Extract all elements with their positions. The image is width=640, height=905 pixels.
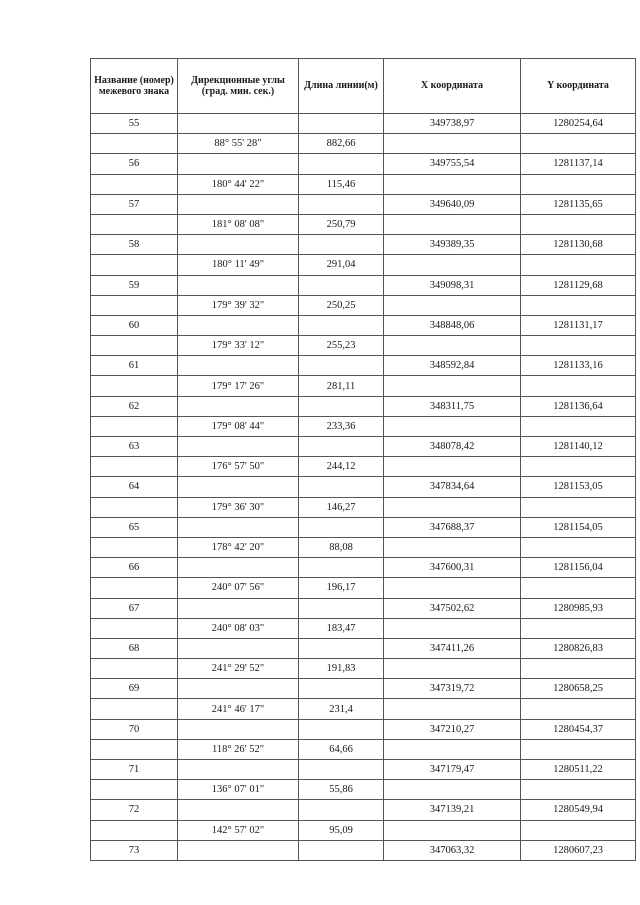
cell-x: 347600,31 [384,558,521,578]
cell-x: 347319,72 [384,679,521,699]
cell-x: 347411,26 [384,638,521,658]
cell-empty [91,416,178,436]
table-row [91,114,636,134]
header-length: Длина линии(м) [299,59,384,114]
cell-point-id: 69 [91,679,178,699]
cell-empty [91,780,178,800]
cell-empty [521,376,636,396]
cell-empty [384,699,521,719]
table-row [91,699,636,719]
header-angle: Дирекционные углы (град. мин. сек.) [178,59,299,114]
table-row [91,517,636,537]
cell-angle: 180° 44' 22" [178,174,299,194]
cell-empty [384,174,521,194]
cell-length: 281,11 [299,376,384,396]
cell-point-id: 59 [91,275,178,295]
table-row [91,558,636,578]
cell-empty [91,820,178,840]
cell-length: 88,08 [299,537,384,557]
cell-x: 347063,32 [384,840,521,860]
cell-y: 1280985,93 [521,598,636,618]
table-row [91,356,636,376]
cell-empty [384,537,521,557]
cell-empty [384,578,521,598]
cell-x: 347179,47 [384,760,521,780]
cell-empty [384,780,521,800]
cell-y: 1281135,65 [521,194,636,214]
header-y: Y координата [521,59,636,114]
table-row [91,780,636,800]
cell-angle: 136° 07' 01" [178,780,299,800]
table-row [91,416,636,436]
table-header-row [91,59,636,114]
cell-x: 348078,42 [384,437,521,457]
cell-empty [384,659,521,679]
cell-angle: 180° 11' 49" [178,255,299,275]
cell-empty [299,315,384,335]
cell-empty [91,376,178,396]
cell-x: 347210,27 [384,719,521,739]
cell-y: 1280254,64 [521,114,636,134]
cell-empty [299,598,384,618]
cell-empty [521,820,636,840]
cell-y: 1280658,25 [521,679,636,699]
table-row [91,537,636,557]
cell-empty [299,800,384,820]
cell-empty [178,154,299,174]
cell-y: 1281137,14 [521,154,636,174]
cell-empty [521,780,636,800]
table-row [91,194,636,214]
table-row [91,154,636,174]
cell-length: 255,23 [299,336,384,356]
cell-y: 1281153,05 [521,477,636,497]
cell-x: 347502,62 [384,598,521,618]
cell-length: 233,36 [299,416,384,436]
cell-empty [178,396,299,416]
table-row [91,638,636,658]
cell-empty [299,437,384,457]
cell-empty [521,336,636,356]
cell-x: 349098,31 [384,275,521,295]
cell-empty [91,618,178,638]
table-row [91,315,636,335]
cell-x: 349389,35 [384,235,521,255]
cell-x: 348848,06 [384,315,521,335]
cell-angle: 178° 42' 20" [178,537,299,557]
cell-y: 1281156,04 [521,558,636,578]
cell-empty [521,457,636,477]
cell-empty [299,558,384,578]
cell-y: 1280511,22 [521,760,636,780]
cell-empty [178,114,299,134]
cell-empty [91,134,178,154]
cell-empty [91,739,178,759]
cell-length: 250,25 [299,295,384,315]
cell-length: 64,66 [299,739,384,759]
cell-point-id: 73 [91,840,178,860]
cell-point-id: 60 [91,315,178,335]
table-row [91,760,636,780]
cell-point-id: 61 [91,356,178,376]
cell-y: 1281140,12 [521,437,636,457]
cell-empty [384,295,521,315]
cell-empty [384,255,521,275]
cell-empty [178,275,299,295]
table-row [91,396,636,416]
cell-empty [299,679,384,699]
cell-y: 1280549,94 [521,800,636,820]
cell-angle: 240° 08' 03" [178,618,299,638]
cell-empty [521,174,636,194]
cell-empty [91,659,178,679]
cell-empty [178,517,299,537]
table-row [91,134,636,154]
cell-point-id: 67 [91,598,178,618]
cell-empty [521,255,636,275]
cell-y: 1281129,68 [521,275,636,295]
cell-point-id: 56 [91,154,178,174]
cell-empty [178,356,299,376]
cell-length: 250,79 [299,214,384,234]
cell-empty [384,214,521,234]
cell-empty [178,800,299,820]
table-row [91,719,636,739]
cell-x: 347688,37 [384,517,521,537]
cell-y: 1281131,17 [521,315,636,335]
cell-empty [91,295,178,315]
cell-length: 196,17 [299,578,384,598]
cell-empty [384,134,521,154]
cell-empty [178,558,299,578]
cell-angle: 118° 26' 52" [178,739,299,759]
cell-point-id: 66 [91,558,178,578]
cell-empty [91,497,178,517]
cell-angle: 179° 08' 44" [178,416,299,436]
header-x: X координата [384,59,521,114]
cell-angle: 176° 57' 50" [178,457,299,477]
cell-y: 1280454,37 [521,719,636,739]
cell-x: 349738,97 [384,114,521,134]
cell-point-id: 57 [91,194,178,214]
cell-empty [521,699,636,719]
cell-point-id: 65 [91,517,178,537]
cell-angle: 240° 07' 56" [178,578,299,598]
table-row [91,679,636,699]
cell-empty [178,719,299,739]
cell-empty [521,659,636,679]
cell-point-id: 63 [91,437,178,457]
cell-empty [299,638,384,658]
table-row [91,255,636,275]
cell-length: 191,83 [299,659,384,679]
cell-x: 348592,84 [384,356,521,376]
table-row [91,457,636,477]
table-row [91,659,636,679]
cell-angle: 241° 46' 17" [178,699,299,719]
cell-length: 146,27 [299,497,384,517]
cell-empty [384,497,521,517]
cell-empty [91,699,178,719]
cell-point-id: 58 [91,235,178,255]
cell-empty [384,416,521,436]
cell-empty [384,618,521,638]
cell-empty [178,638,299,658]
cell-x: 347834,64 [384,477,521,497]
cell-empty [178,598,299,618]
cell-point-id: 55 [91,114,178,134]
cell-y: 1281136,64 [521,396,636,416]
cell-point-id: 62 [91,396,178,416]
cell-empty [299,396,384,416]
cell-empty [384,739,521,759]
cell-empty [178,679,299,699]
table-row [91,336,636,356]
cell-point-id: 72 [91,800,178,820]
cell-empty [299,719,384,739]
cell-empty [91,578,178,598]
cell-empty [91,336,178,356]
cell-length: 231,4 [299,699,384,719]
cell-empty [299,477,384,497]
header-name: Название (номер) межевого знака [91,59,178,114]
cell-x: 347139,21 [384,800,521,820]
cell-empty [299,356,384,376]
cell-empty [91,457,178,477]
cell-length: 882,66 [299,134,384,154]
cell-empty [521,618,636,638]
cell-empty [521,214,636,234]
cell-point-id: 70 [91,719,178,739]
cell-empty [521,295,636,315]
table-body [91,114,636,861]
cell-angle: 181° 08' 08" [178,214,299,234]
cell-y: 1281130,68 [521,235,636,255]
table-row [91,820,636,840]
cell-empty [384,820,521,840]
cell-empty [521,537,636,557]
cell-empty [521,497,636,517]
cell-empty [91,255,178,275]
cell-angle: 241° 29' 52" [178,659,299,679]
cell-point-id: 68 [91,638,178,658]
table-row [91,174,636,194]
cell-angle: 179° 39' 32" [178,295,299,315]
cell-point-id: 71 [91,760,178,780]
cell-angle: 179° 17' 26" [178,376,299,396]
table-row [91,598,636,618]
cell-empty [299,275,384,295]
table-row [91,214,636,234]
cell-x: 348311,75 [384,396,521,416]
cell-empty [91,214,178,234]
cell-angle: 179° 36' 30" [178,497,299,517]
cell-angle: 179° 33' 12" [178,336,299,356]
cell-length: 115,46 [299,174,384,194]
cell-empty [299,517,384,537]
cell-empty [521,739,636,759]
table-row [91,578,636,598]
table-row [91,497,636,517]
cell-empty [178,194,299,214]
cell-empty [521,416,636,436]
cell-length: 55,86 [299,780,384,800]
table-row [91,800,636,820]
cell-empty [299,154,384,174]
cell-length: 95,09 [299,820,384,840]
cell-empty [299,114,384,134]
cell-y: 1281133,16 [521,356,636,376]
cell-empty [91,537,178,557]
cell-point-id: 64 [91,477,178,497]
cell-angle: 142° 57' 02" [178,820,299,840]
cell-empty [178,477,299,497]
cell-angle: 88° 55' 28" [178,134,299,154]
table-row [91,840,636,860]
cell-empty [91,174,178,194]
cell-empty [384,457,521,477]
cell-empty [178,840,299,860]
table-row [91,275,636,295]
table-row [91,235,636,255]
cell-y: 1280826,83 [521,638,636,658]
cell-x: 349755,54 [384,154,521,174]
cell-empty [384,336,521,356]
cell-empty [178,760,299,780]
cell-empty [178,437,299,457]
cell-empty [299,840,384,860]
cell-length: 291,04 [299,255,384,275]
table-row [91,437,636,457]
cell-empty [299,760,384,780]
cell-empty [178,315,299,335]
cell-empty [299,235,384,255]
cell-length: 244,12 [299,457,384,477]
cell-x: 349640,09 [384,194,521,214]
cell-empty [521,578,636,598]
boundary-coordinates-table [90,58,636,861]
cell-empty [521,134,636,154]
cell-empty [384,376,521,396]
cell-length: 183,47 [299,618,384,638]
cell-empty [299,194,384,214]
table-row [91,739,636,759]
table-row [91,618,636,638]
cell-y: 1280607,23 [521,840,636,860]
table-row [91,295,636,315]
cell-empty [178,235,299,255]
cell-y: 1281154,05 [521,517,636,537]
table-row [91,376,636,396]
table-row [91,477,636,497]
